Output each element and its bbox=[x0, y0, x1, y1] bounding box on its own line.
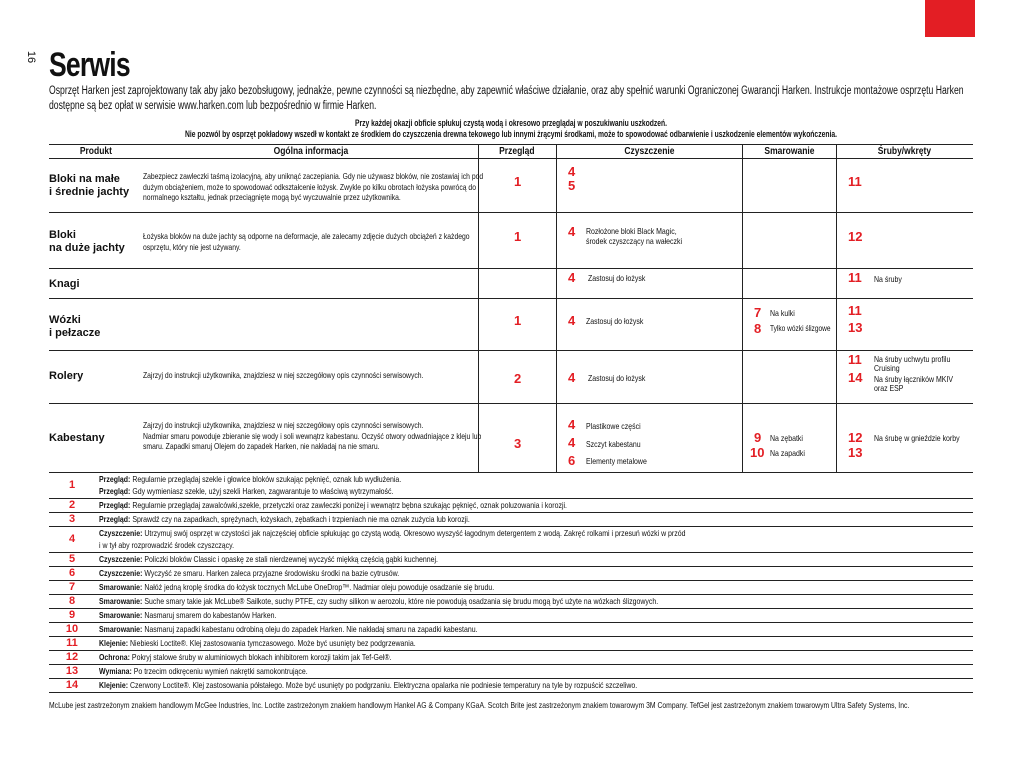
info-winches: Zajrzyj do instrukcji użytkownika, znajdziesz w niej szczegółowy opis czynności serwisowych. Nadmiar smaru powoduje zbieranie się wody i soli wewnątrz kabestanu. Oczyść otwory odwadniające z kleju lub smaru. Zapadki smaruj Olejem do zapadek Harken, nie nakładaj na nie smaru. bbox=[143, 420, 482, 451]
lube-note: Na zapadki bbox=[770, 448, 805, 458]
screws-ref: 11 bbox=[848, 352, 862, 367]
clean-note: Zastosuj do łożysk bbox=[586, 316, 644, 326]
clean-ref: 4 bbox=[568, 313, 576, 328]
screws-ref: 11 bbox=[848, 174, 862, 189]
legend-item: 6 Czyszczenie: Wyczyść ze smaru. Harken zaleca przyjazne środowisku środki na bazie cytrusów. bbox=[49, 567, 973, 581]
table-rule bbox=[49, 158, 973, 159]
screws-note: Na śrubę w gnieździe korby bbox=[874, 433, 960, 443]
red-corner-tab bbox=[925, 0, 975, 37]
info-large-blocks: Łożyska bloków na duże jachty są odporne na deformacje, ale zalecamy zdjęcie dużych obciążeń z każdego osprzętu, który nie jest używany. bbox=[143, 231, 470, 252]
header-inspect: Przegląd bbox=[499, 146, 535, 157]
legend-item: 14 Klejenie: Czerwony Loctite®. Klej zastosowania półstałego. Może być usunięty po podgrzaniu. Elektryczna opalarka nie podniesie temperatury na tyle by rozpuścić szczeliwo. bbox=[49, 679, 973, 693]
clean-note: Szczyt kabestanu bbox=[586, 439, 641, 449]
clean-note: Zastosuj do łożysk bbox=[588, 373, 646, 383]
screws-ref: 11 bbox=[848, 270, 862, 285]
warning-text bbox=[49, 118, 973, 140]
screws-ref: 14 bbox=[848, 370, 863, 385]
page-title: Serwis bbox=[49, 46, 130, 84]
inspect-ref: 1 bbox=[514, 174, 522, 189]
table-rule bbox=[49, 403, 973, 404]
legend-item: 1 Przegląd: Regularnie przeglądaj szekle i głowice bloków szukając pęknięć, oznak lub wydłużenia. Przegląd: Gdy wymieniasz szekle, użyj szekli Harken, zagwarantuje to właściwą wytrzymałość. bbox=[49, 473, 973, 499]
screws-note: Na śruby łączników MKIV oraz ESP bbox=[874, 374, 954, 393]
header-product: Produkt bbox=[79, 146, 113, 157]
clean-ref: 4 bbox=[568, 417, 576, 432]
info-rollers: Zajrzyj do instrukcji użytkownika, znajdziesz w niej szczegółowy opis czynności serwisowych. bbox=[143, 370, 424, 380]
product-small-blocks: Bloki na małe i średnie jachty bbox=[49, 173, 130, 198]
lube-ref: 10 bbox=[750, 445, 765, 460]
clean-ref: 4 bbox=[568, 164, 576, 179]
table-divider bbox=[556, 144, 557, 472]
legend-item: 9 Smarowanie: Nasmaruj smarem do kabestanów Harken. bbox=[49, 609, 973, 623]
clean-ref: 6 bbox=[568, 453, 576, 468]
header-info: Ogólna informacja bbox=[273, 146, 348, 157]
header-screws: Śruby/wkręty bbox=[877, 146, 932, 157]
table-rule bbox=[49, 298, 973, 299]
warning-line-1: Przy każdej okazji obficie spłukuj czystą wodą i okresowo przeglądaj w poszukiwaniu uszkodzeń. bbox=[354, 118, 668, 128]
clean-ref: 4 bbox=[568, 370, 576, 385]
clean-ref: 4 bbox=[568, 435, 576, 450]
legend-item: 4 Czyszczenie: Utrzymuj swój osprzęt w czystości jak najczęściej obficie spłukując go czystą wodą. Okresowo wyszyść łagodnym detergentem z wodą. Zakręć rolkami i przesuń wózki w przód i w tył aby rozprowadzić środek czyszczący. bbox=[49, 527, 973, 553]
table-rule bbox=[49, 212, 973, 213]
product-winches: Kabestany bbox=[49, 432, 105, 444]
legend-item: 13 Wymiana: Po trzecim odkręceniu wymień nakrętki samokontrujące. bbox=[49, 665, 973, 679]
legend-item: 8 Smarowanie: Suche smary takie jak McLube® Sailkote, suchy PTFE, czy suchy silikon w aerozolu, które nie powodują osadzania się brudu mogą być użyte na wózkach ślizgowych. bbox=[49, 595, 973, 609]
legend-item: 5 Czyszczenie: Policzki bloków Classic i opaskę ze stali nierdzewnej wyczyść miękką częścią gąbki kuchennej. bbox=[49, 553, 973, 567]
header-clean: Czyszczenie bbox=[623, 146, 675, 157]
lube-ref: 7 bbox=[754, 305, 762, 320]
table-divider bbox=[836, 144, 837, 472]
inspect-ref: 3 bbox=[514, 436, 522, 451]
table-divider bbox=[742, 144, 743, 472]
screws-note: Na śruby uchwytu profilu Cruising bbox=[874, 354, 951, 373]
legend-item: 7 Smarowanie: Nałóż jedną kroplę środka do łożysk tocznych McLube OneDrop™. Nadmiar oleju powoduje osadzanie się brudu. bbox=[49, 581, 973, 595]
lube-ref: 8 bbox=[754, 321, 762, 336]
screws-ref: 12 bbox=[848, 229, 863, 244]
inspect-ref: 1 bbox=[514, 229, 522, 244]
info-small-blocks: Zabezpiecz zawleczki taśmą izolacyjną, aby uniknąć zaczepiania. Gdy nie używasz bloków, nie zostawiaj ich pod dużym obciążeniem, może to spowodować odkształcenie łożysk. Zwykle po kilku obrotach łożyska powrócą do normalnego kształtu, jednak przeciągnięte mogą być wyczuwalnie przez użytkownika. bbox=[143, 171, 484, 202]
legend-item: 11 Klejenie: Niebieski Loctite®. Klej zastosowania tymczasowego. Może być usunięty bez podgrzewania. bbox=[49, 637, 973, 651]
table-rule bbox=[49, 350, 973, 351]
screws-note: Na śruby bbox=[874, 274, 902, 284]
page-number: 16 bbox=[25, 50, 37, 64]
legend-item: 3 Przegląd: Sprawdź czy na zapadkach, sprężynach, łożyskach, zębatkach i trzpieniach nie ma oznak zużycia lub korozji. bbox=[49, 513, 973, 527]
warning-line-2: Nie pozwól by osprzęt pokładowy wszedł w kontakt ze środkiem do czyszczenia drewna tekowego lub innymi żrącymi środkami, może to spowodować odbarwienie i uszkodzenie elementów wykończenia. bbox=[185, 129, 837, 139]
inspect-ref: 1 bbox=[514, 313, 522, 328]
legend-item: 2 Przegląd: Regularnie przeglądaj zawalcówki,szekle, przetyczki oraz zawleczki poniżej i wewnątrz bębna szukając pęknięć, oznak poluzowania i korozji. bbox=[49, 499, 973, 513]
clean-ref: 4 bbox=[568, 270, 576, 285]
clean-ref: 4 bbox=[568, 224, 576, 239]
screws-ref: 11 bbox=[848, 303, 862, 318]
lube-note: Tylko wózki ślizgowe bbox=[770, 324, 831, 333]
clean-note: Zastosuj do łożysk bbox=[588, 273, 646, 283]
product-rollers: Rolery bbox=[49, 370, 84, 382]
lube-ref: 9 bbox=[754, 430, 762, 445]
header-lube: Smarowanie bbox=[763, 146, 815, 157]
clean-note: Plastikowe części bbox=[586, 421, 641, 431]
inspect-ref: 2 bbox=[514, 371, 522, 386]
table-rule bbox=[49, 268, 973, 269]
clean-ref: 5 bbox=[568, 178, 576, 193]
intro-text: Osprzęt Harken jest zaprojektowany tak aby jako bezobsługowy, jednakże, pewne czynności są niezbędne, aby zapewnić właściwe działanie, oraz aby spełnić warunki Ograniczonej Gwarancji Harken. Instrukcje montażowe osprzętu Harken dostępne są bez opłat w serwisie www.harken.com lub bezpośrednio w firmie Harken. bbox=[49, 85, 964, 112]
product-cars: Wózki i pełzacze bbox=[49, 314, 101, 339]
clean-note: Rozłożone bloki Black Magic, środek czyszczący na wałeczki bbox=[586, 226, 683, 246]
product-large-blocks: Bloki na duże jachty bbox=[49, 229, 125, 254]
legend-item: 12 Ochrona: Pokryj stalowe śruby w aluminiowych blokach inhibitorem korozji takim jak Tef-Gel®. bbox=[49, 651, 973, 665]
screws-ref: 12 bbox=[848, 430, 863, 445]
product-cleats: Knagi bbox=[49, 278, 80, 290]
trademark-footer: McLube jest zastrzeżonym znakiem handlowym McGee Industries, Inc. Loctite zastrzeżonym znakiem handlowym Hankel AG & Company KGaA. Scotch Brite jest zastrzeżonym znakiem towarowym 3M Company. TefGel jest zastrzeżonym znakiem towarowym Ultra Safety Systems, Inc. bbox=[49, 700, 910, 710]
lube-note: Na zębatki bbox=[770, 433, 803, 443]
screws-ref: 13 bbox=[848, 320, 863, 335]
legend-item: 10 Smarowanie: Nasmaruj zapadki kabestanu odrobiną oleju do zapadek Harken. Nie nakładaj smaru na zapadki kabestanu. bbox=[49, 623, 973, 637]
lube-note: Na kulki bbox=[770, 308, 795, 318]
clean-note: Elementy metalowe bbox=[586, 456, 647, 466]
screws-ref: 13 bbox=[848, 445, 863, 460]
